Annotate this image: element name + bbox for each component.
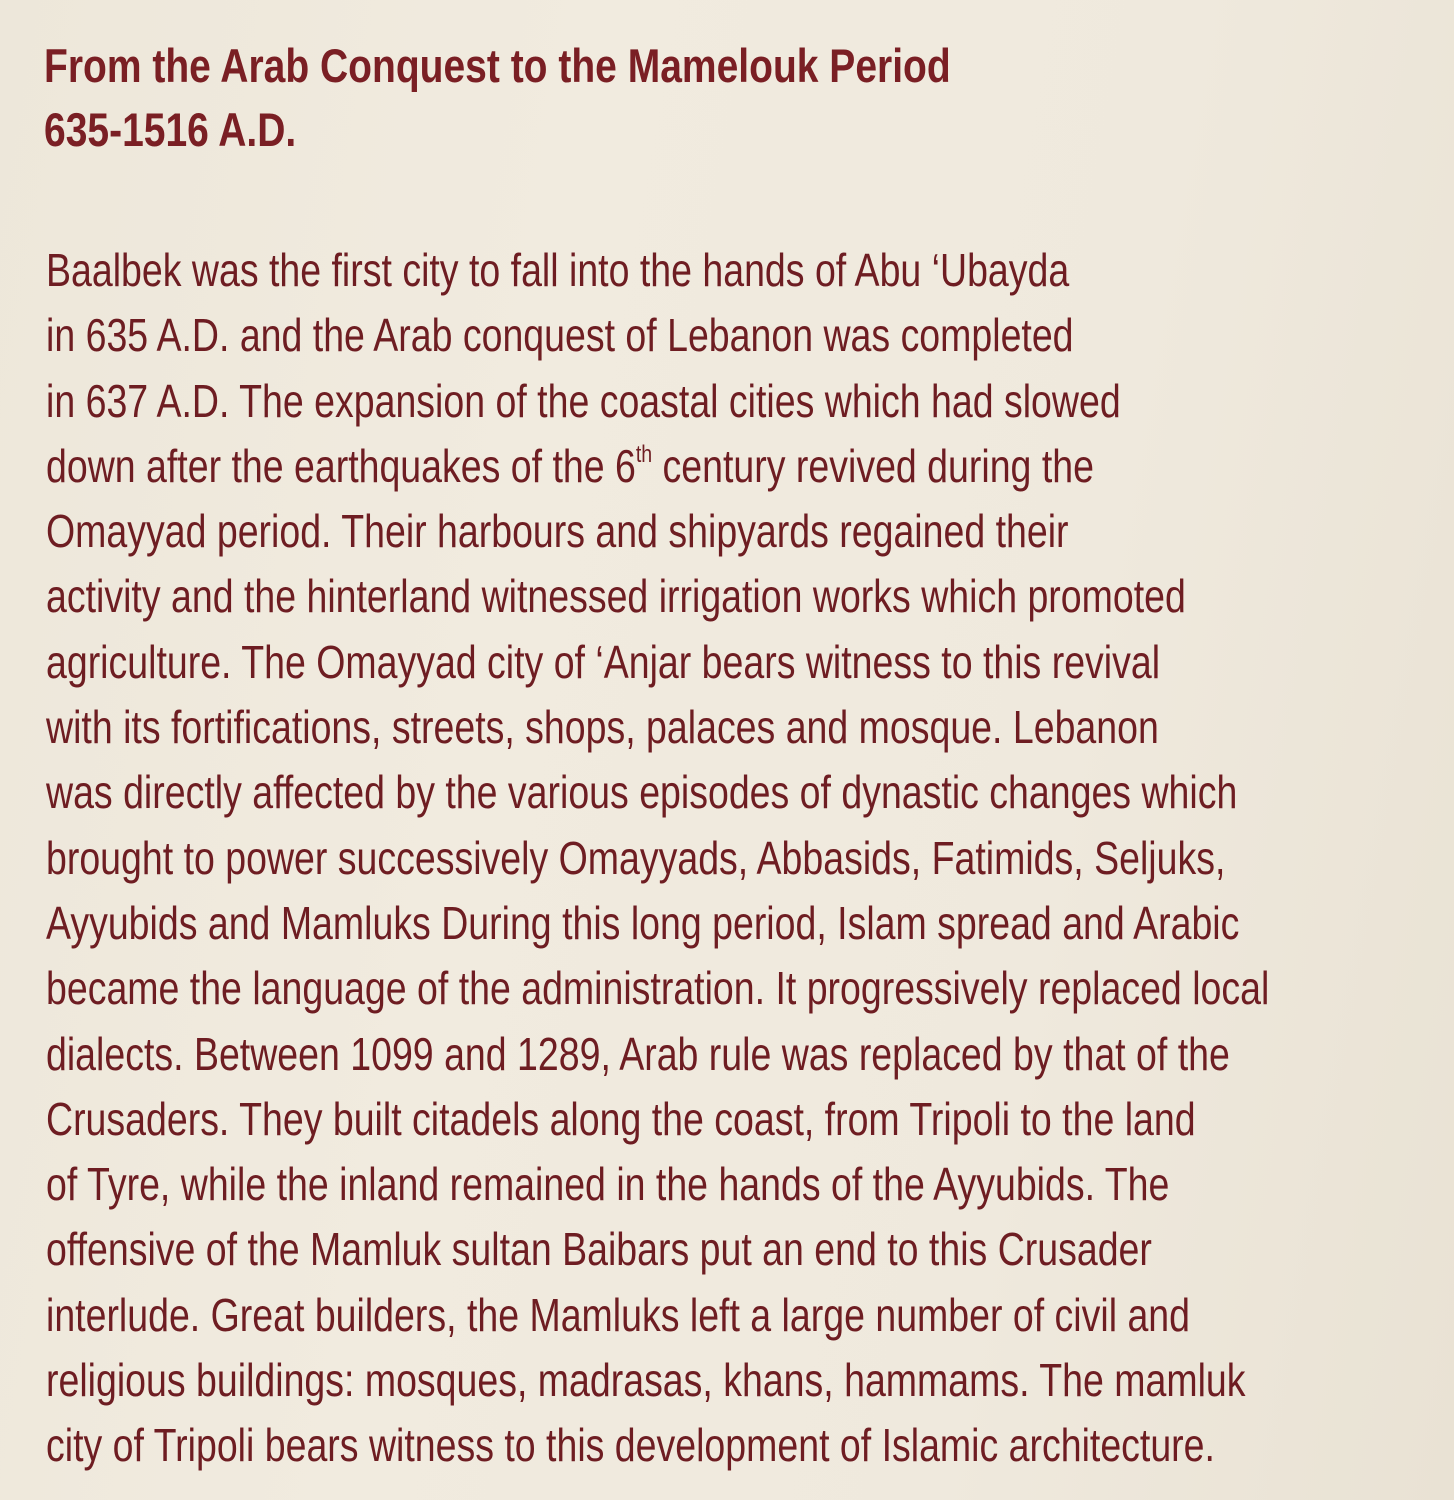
body-line: dialects. Between 1099 and 1289, Arab rule was replaced by that of the — [46, 1027, 1230, 1080]
body-line: interlude. Great builders, the Mamluks left a large number of civil and — [46, 1288, 1191, 1341]
body-line: in 637 A.D. The expansion of the coastal cities which had slowed — [46, 374, 1121, 427]
body-line: Ayyubids and Mamluks During this long period, Islam spread and Arabic — [46, 896, 1240, 949]
body-line: offensive of the Mamluk sultan Baibars put an end to this Crusader — [46, 1223, 1152, 1276]
body-line: brought to power successively Omayyads, Abbasids, Fatimids, Seljuks, — [46, 831, 1226, 884]
body-line: became the language of the administration. It progressively replaced local — [46, 962, 1270, 1015]
heading-dates: 635-1516 A.D. — [44, 103, 297, 156]
body-line: Omayyad period. Their harbours and shipyards regained their — [46, 505, 1069, 558]
heading-title: From the Arab Conquest to the Mamelouk Period — [44, 39, 951, 92]
body-line: Baalbek was the first city to fall into the hands of Abu ‘Ubayda — [46, 244, 1070, 296]
body-line — [46, 434, 1269, 499]
panel-heading — [44, 34, 951, 162]
panel-body-text — [46, 238, 1269, 1479]
ordinal-superscript: th — [635, 440, 653, 468]
body-line-part: down after the earthquakes of the 6 — [46, 439, 636, 492]
body-line: was directly affected by the various episodes of dynastic changes which — [46, 766, 1238, 819]
body-line: of Tyre, while the inland remained in the hands of the Ayyubids. The — [46, 1158, 1170, 1211]
body-line: religious buildings: mosques, madrasas, khans, hammams. The mamluk — [46, 1354, 1246, 1407]
body-line: activity and the hinterland witnessed irrigation works which promoted — [46, 570, 1186, 623]
body-line-part: century revived during the — [652, 439, 1094, 492]
body-line: with its fortifications, streets, shops, palaces and mosque. Lebanon — [46, 701, 1159, 754]
body-line: city of Tripoli bears witness to this development of Islamic architecture. — [46, 1419, 1215, 1472]
body-line: Crusaders. They built citadels along the coast, from Tripoli to the land — [46, 1092, 1196, 1145]
body-line: in 635 A.D. and the Arab conquest of Lebanon was completed — [46, 309, 1074, 362]
body-line: agriculture. The Omayyad city of ‘Anjar bears witness to this revival — [46, 635, 1161, 688]
